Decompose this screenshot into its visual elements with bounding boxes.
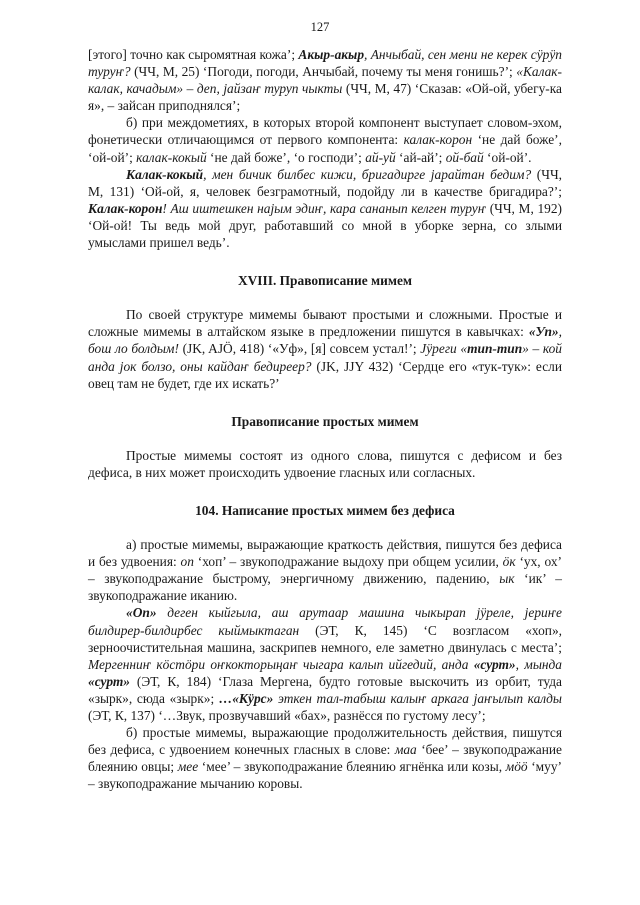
- example-italic: оп: [180, 554, 194, 570]
- paragraph-rule-a: [88, 536, 562, 604]
- text-run: ‘ай-ай’;: [395, 149, 446, 165]
- text-run: [этого] точно как сыромятная кожа’;: [88, 47, 299, 62]
- body-text: [88, 46, 562, 792]
- mimeme-bold: Калак-корон: [88, 200, 163, 216]
- paragraph-structure: [88, 306, 562, 391]
- text-run: (JK, AJÖ, 418) ‘«Уф», [я] совсем устал!’;: [178, 341, 421, 357]
- text-run: ‘мее’ – звукоподражание блеянию ягнёнка или козы,: [198, 759, 506, 775]
- text-run: ‘ой-ой’.: [483, 149, 532, 165]
- text-run: (ЧЧ, М, 131) ‘Ой-ой, я, человек безграмотный, подойду ли в качестве бригадира?’;: [88, 166, 562, 199]
- text-run: (JK, JJY 432) ‘Сердце его «тук-тук»: если овец там не будет, где их искать?’: [88, 358, 563, 391]
- mimeme-bold: «Оп»: [126, 605, 157, 621]
- mimeme-bold: «Уп»: [528, 324, 559, 340]
- text-run: (ЭТ, К, 137) ‘…Звук, прозвучавший «бах», разнёсся по густому лесу’;: [88, 708, 486, 723]
- text-run: (ЧЧ, М, 192) ‘Ой-ой! Ты ведь мой друг, работавший со мной в уборке зерна, со злыми умыслами пришел ведь’.: [88, 200, 562, 251]
- mimeme-bold: тип-тип: [467, 341, 523, 357]
- text-run: (ЭТ, К, 145) ‘С возгласом «хоп», зерноочистительная машина, заскрипев немного, еле заметно двинулась с места’;: [88, 622, 562, 655]
- text-run: ‘хоп’ – звукоподражание выдоху при общем усилии,: [193, 554, 503, 570]
- text-run: б) при междометиях, в которых второй компонент выступает словом-эхом, фонетически отличающимся от первого компонента:: [88, 115, 562, 148]
- example-italic: калак-корон: [403, 132, 473, 148]
- text-run: ‘ух, ох’ – звукоподражание быстрому, энергичному движению, падению,: [88, 554, 562, 587]
- example-italic: , Анчыбай, сен мени не керек сӱрӱп туруҥ?: [88, 47, 562, 80]
- text-run: ‘ик’ – звукоподражание иканию.: [88, 571, 562, 604]
- text-run: (ЧЧ, М, 47) ‘Сказав: «Ой-ой, убегу-ка я», – зайсан приподнялся’;: [88, 81, 562, 114]
- example-italic: Јӱреги «: [420, 341, 468, 357]
- example-italic: , мен бичик билбес кижи, бригадирге јарайтан бедим?: [203, 166, 532, 182]
- text-run: а) простые мимемы, выражающие краткость действия, пишутся без дефиса и без удвоения:: [88, 537, 562, 570]
- text-run: (ЧЧ, М, 25) ‘Погоди, погоди, Анчыбай, почему ты меня гонишь?’;: [130, 64, 517, 80]
- example-italic: ой-бай: [445, 149, 484, 165]
- example-italic: Мергенниҥ кӧстӧри оҥкокторыңаҥ чыгара калып ийгедий, анда: [88, 656, 474, 672]
- example-italic: ай-уй: [365, 149, 396, 165]
- example-italic: ! Аш иштешкен најым эдиҥ, кара сананып келген туруҥ: [162, 200, 487, 216]
- mimeme-bold: …«Кӱрс»: [218, 690, 274, 706]
- example-italic: öк: [502, 554, 516, 570]
- example-italic: , мында: [515, 656, 563, 672]
- section-heading: XVIII. Правописание мимем: [237, 273, 413, 289]
- example-italic: , бош ло болдым!: [88, 324, 562, 357]
- text-run: ‘муу’ – звукоподражание мычанию коровы.: [88, 759, 562, 792]
- paragraph-examples: [88, 166, 562, 251]
- mimeme-bold: Акыр-акыр: [298, 47, 365, 62]
- example-italic: деген кыйгыла, аш арутаар машина чыкырап јӱреле, јериҥе билдирер-билдирбес кыймыктаган: [88, 605, 562, 638]
- paragraph-rule-b: [88, 724, 562, 792]
- example-italic: маа: [394, 742, 417, 758]
- mimeme-bold: «сурт»: [473, 656, 516, 672]
- example-italic: калак-кокый: [136, 149, 207, 165]
- example-italic: ык: [499, 571, 515, 587]
- text-run: ‘бее’ – звукоподражание блеянию овцы;: [88, 742, 562, 775]
- paragraph-interjections: [88, 114, 562, 165]
- example-italic: «Калак-калак, качадым» – деп, јайзаҥ туруп чыкты: [88, 64, 562, 97]
- mimeme-bold: «сурт»: [88, 673, 130, 689]
- text-run: ‘не дай боже’, ‘о господи’;: [206, 149, 366, 165]
- paragraph-continuation: [88, 46, 562, 114]
- example-italic: мӧӧ: [505, 759, 528, 775]
- text-run: По своей структуре мимемы бывают простыми и сложными. Простые и сложные мимемы в алтайском языке в предложении пишутся в кавычках:: [88, 307, 562, 340]
- text-run: б) простые мимемы, выражающие продолжительность действия, пишутся без дефиса, с удвоением конечных гласных в слове:: [88, 725, 562, 758]
- text-run: ‘не дай боже’, ‘ой-ой’;: [88, 132, 562, 165]
- paragraph-simple-mimemes: Простые мимемы состоят из одного слова, пишутся с дефисом и без дефиса, в них может происходить удвоение гласных или согласных.: [88, 447, 562, 480]
- example-italic: » – кой анда јок болзо, оны кайдаҥ бедиреер?: [88, 341, 562, 374]
- page-number: 127: [310, 20, 330, 34]
- example-italic: эткен тал-табыш калыҥ аркага јаҥылып калды: [273, 690, 562, 706]
- numbered-heading: 104. Написание простых мимем без дефиса: [195, 502, 455, 518]
- subsection-heading: Правописание простых мимем: [231, 413, 419, 429]
- example-italic: мее: [177, 759, 199, 775]
- paragraph-rule-a-examples: [88, 604, 562, 724]
- text-run: (ЭТ, К, 184) ‘Глаза Мергена, будто готовые выскочить из орбит, туда «зырк», сюда «зырк»;: [88, 673, 562, 706]
- mimeme-bold: Калак-кокый: [126, 166, 204, 182]
